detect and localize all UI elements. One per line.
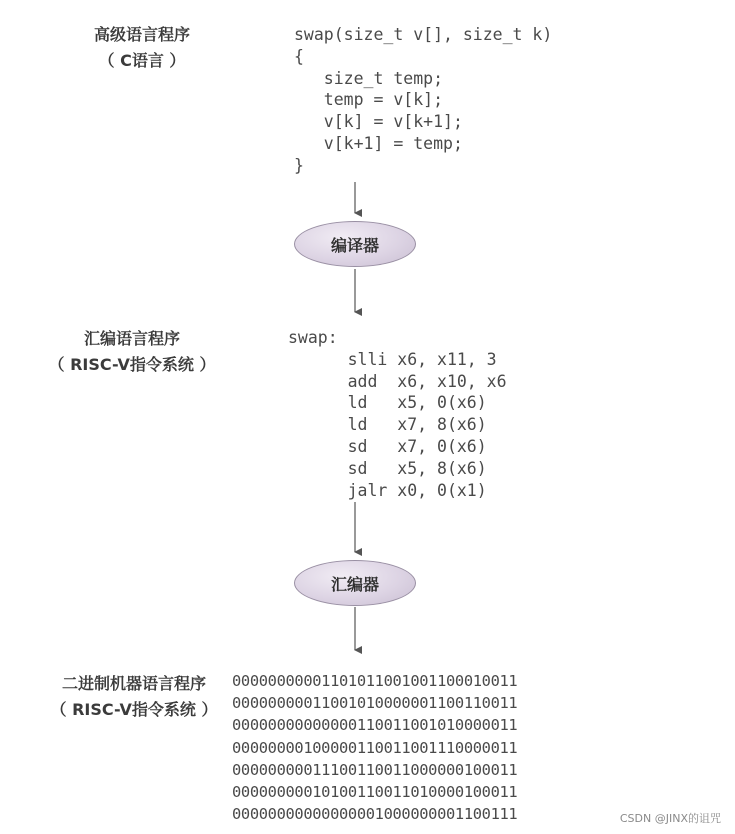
binary-line: 00000000000000001000000001100111	[232, 805, 518, 824]
asm-line: sd x5, 8(x6)	[288, 458, 487, 478]
code-line: v[k+1] = temp;	[294, 133, 463, 153]
asm-line: sd x7, 0(x6)	[288, 436, 487, 456]
binary-line: 00000000001101011001001100010011	[232, 672, 518, 690]
code-line: }	[294, 155, 304, 175]
high-level-subtitle: （ C语言 ）	[98, 51, 186, 70]
code-line: {	[294, 46, 304, 66]
assembler-label: 汇编器	[330, 574, 379, 594]
binary-line: 00000000011100110011000000100011	[232, 760, 518, 779]
watermark-text: CSDN @JINX的诅咒	[619, 812, 721, 825]
assembly-code	[288, 327, 507, 501]
binary-line: 00000000011001010000001100110011	[232, 694, 518, 713]
code-line: v[k] = v[k+1];	[294, 112, 463, 132]
binary-line: 00000000000000110011001010000011	[232, 716, 518, 735]
assembly-subtitle: （ RISC-V指令系统 ）	[48, 355, 216, 374]
assembler-node	[294, 560, 416, 606]
high-level-title: 高级语言程序	[93, 25, 190, 44]
code-line: swap(size_t v[], size_t k)	[294, 25, 553, 44]
code-line: size_t temp;	[294, 68, 444, 88]
binary-subtitle: （ RISC-V指令系统 ）	[50, 700, 218, 719]
binary-line: 00000000100000110011001110000011	[232, 738, 518, 757]
asm-line: slli x6, x11, 3	[288, 349, 497, 369]
compiler-label: 编译器	[330, 235, 379, 255]
binary-title: 二进制机器语言程序	[61, 674, 206, 693]
asm-line: jalr x0, 0(x1)	[288, 480, 487, 500]
asm-line: ld x5, 0(x6)	[288, 393, 487, 413]
assembly-label	[34, 326, 230, 378]
asm-line: swap:	[288, 328, 338, 347]
binary-line: 00000000010100110011010000100011	[232, 783, 518, 802]
binary-label	[36, 671, 232, 723]
compiler-node	[294, 221, 416, 267]
asm-line: ld x7, 8(x6)	[288, 415, 487, 435]
asm-line: add x6, x10, x6	[288, 371, 507, 391]
code-line: temp = v[k];	[294, 90, 444, 110]
binary-code	[232, 670, 517, 825]
assembly-title: 汇编语言程序	[83, 329, 180, 348]
